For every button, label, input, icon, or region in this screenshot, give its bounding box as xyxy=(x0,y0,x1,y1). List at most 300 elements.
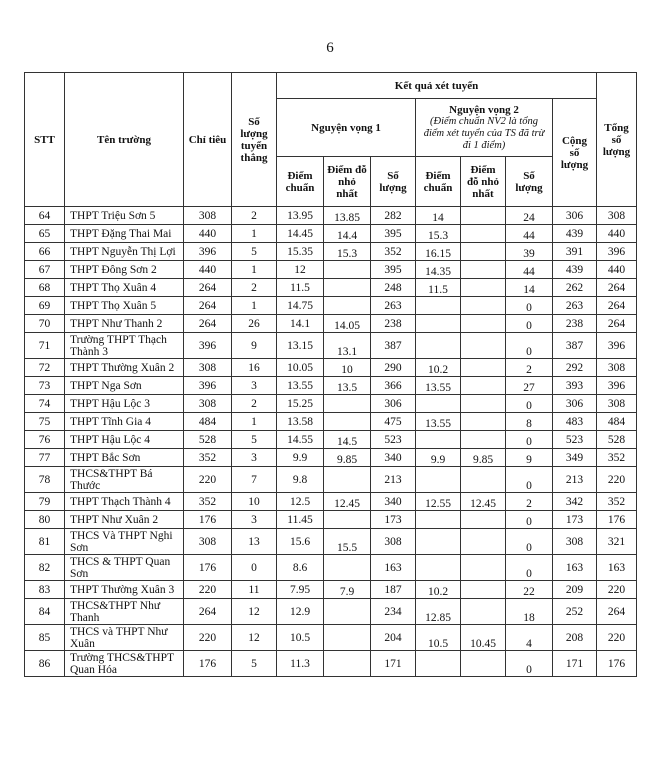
cell-nv2-min-score xyxy=(461,243,506,261)
cell-nv1-cutoff: 11.45 xyxy=(277,511,324,529)
cell-direct-admission: 1 xyxy=(232,297,277,315)
cell-nv1-cutoff: 13.55 xyxy=(277,377,324,395)
cell-direct-admission: 5 xyxy=(232,243,277,261)
cell-school-name: THPT Như Thanh 2 xyxy=(65,315,184,333)
cell-total: 264 xyxy=(597,599,637,625)
cell-nv2-cutoff xyxy=(416,395,461,413)
cell-quota: 396 xyxy=(184,243,232,261)
cell-nv1-count: 173 xyxy=(371,511,416,529)
cell-stt: 84 xyxy=(25,599,65,625)
cell-nv1-cutoff: 14.75 xyxy=(277,297,324,315)
cell-school-name: THPT Triệu Sơn 5 xyxy=(65,207,184,225)
cell-direct-admission: 0 xyxy=(232,555,277,581)
cell-nv1-cutoff: 11.3 xyxy=(277,651,324,677)
cell-nv2-count: 18 xyxy=(506,599,553,625)
header-nv2-note: (Điểm chuẩn NV2 là tổng điểm xét tuyển của TS đã trừ đi 1 điểm) xyxy=(423,115,545,151)
cell-nv1-cutoff: 9.8 xyxy=(277,467,324,493)
cell-quota: 176 xyxy=(184,555,232,581)
table-row xyxy=(25,431,637,449)
cell-nv1-cutoff: 15.25 xyxy=(277,395,324,413)
cell-stt: 83 xyxy=(25,581,65,599)
cell-nv2-count: 39 xyxy=(506,243,553,261)
cell-nv1-min-score: 13.5 xyxy=(324,377,371,395)
cell-nv2-cutoff: 12.85 xyxy=(416,599,461,625)
cell-total: 264 xyxy=(597,315,637,333)
cell-nv1-cutoff: 10.5 xyxy=(277,625,324,651)
cell-nv2-count: 0 xyxy=(506,511,553,529)
cell-nv1-count: 204 xyxy=(371,625,416,651)
cell-nv2-cutoff: 10.5 xyxy=(416,625,461,651)
cell-total: 264 xyxy=(597,297,637,315)
cell-nv2-cutoff xyxy=(416,529,461,555)
cell-nv2-cutoff: 15.3 xyxy=(416,225,461,243)
cell-total: 484 xyxy=(597,413,637,431)
cell-stt: 73 xyxy=(25,377,65,395)
cell-total: 440 xyxy=(597,225,637,243)
cell-nv2-min-score xyxy=(461,529,506,555)
cell-total: 352 xyxy=(597,449,637,467)
cell-sum: 393 xyxy=(553,377,597,395)
cell-nv1-count: 248 xyxy=(371,279,416,297)
header-nv2 xyxy=(416,99,553,157)
cell-quota: 396 xyxy=(184,333,232,359)
cell-stt: 69 xyxy=(25,297,65,315)
cell-sum: 308 xyxy=(553,529,597,555)
cell-direct-admission: 11 xyxy=(232,581,277,599)
cell-nv1-cutoff: 12.5 xyxy=(277,493,324,511)
cell-nv1-count: 282 xyxy=(371,207,416,225)
cell-stt: 76 xyxy=(25,431,65,449)
cell-direct-admission: 13 xyxy=(232,529,277,555)
cell-nv1-cutoff: 12 xyxy=(277,261,324,279)
cell-nv2-cutoff: 11.5 xyxy=(416,279,461,297)
header-nv1-cutoff: Điểm chuẩn xyxy=(277,157,324,207)
cell-nv1-min-score: 14.05 xyxy=(324,315,371,333)
table-row xyxy=(25,315,637,333)
cell-nv2-cutoff: 16.15 xyxy=(416,243,461,261)
cell-nv2-cutoff xyxy=(416,555,461,581)
table-row xyxy=(25,333,637,359)
cell-nv1-cutoff: 15.6 xyxy=(277,529,324,555)
table-row xyxy=(25,449,637,467)
cell-nv2-cutoff: 9.9 xyxy=(416,449,461,467)
cell-nv1-count: 340 xyxy=(371,449,416,467)
cell-quota: 176 xyxy=(184,511,232,529)
cell-total: 440 xyxy=(597,261,637,279)
cell-school-name: THPT Đặng Thai Mai xyxy=(65,225,184,243)
table-row xyxy=(25,625,637,651)
cell-stt: 67 xyxy=(25,261,65,279)
cell-nv1-cutoff: 13.15 xyxy=(277,333,324,359)
cell-nv2-min-score xyxy=(461,581,506,599)
header-nv1: Nguyện vọng 1 xyxy=(277,99,416,157)
cell-nv2-min-score: 10.45 xyxy=(461,625,506,651)
cell-school-name: THCS & THPT Quan Sơn xyxy=(65,555,184,581)
cell-nv1-min-score: 14.5 xyxy=(324,431,371,449)
cell-quota: 308 xyxy=(184,359,232,377)
cell-school-name: THPT Thạch Thành 4 xyxy=(65,493,184,511)
cell-nv2-min-score xyxy=(461,261,506,279)
cell-nv1-cutoff: 10.05 xyxy=(277,359,324,377)
cell-total: 220 xyxy=(597,467,637,493)
cell-nv1-cutoff: 8.6 xyxy=(277,555,324,581)
cell-stt: 74 xyxy=(25,395,65,413)
cell-direct-admission: 2 xyxy=(232,395,277,413)
cell-nv1-cutoff: 14.1 xyxy=(277,315,324,333)
cell-nv2-count: 2 xyxy=(506,359,553,377)
cell-nv2-min-score: 12.45 xyxy=(461,493,506,511)
table-row xyxy=(25,261,637,279)
cell-nv2-min-score xyxy=(461,207,506,225)
cell-direct-admission: 12 xyxy=(232,625,277,651)
cell-direct-admission: 3 xyxy=(232,377,277,395)
cell-nv1-count: 234 xyxy=(371,599,416,625)
cell-school-name: THPT Hậu Lộc 3 xyxy=(65,395,184,413)
table-row xyxy=(25,297,637,315)
table-header xyxy=(25,73,637,207)
cell-nv2-cutoff: 12.55 xyxy=(416,493,461,511)
cell-nv2-cutoff xyxy=(416,511,461,529)
cell-nv1-min-score: 15.5 xyxy=(324,529,371,555)
cell-nv2-count: 22 xyxy=(506,581,553,599)
cell-nv2-count: 44 xyxy=(506,225,553,243)
cell-school-name: THPT Thường Xuân 3 xyxy=(65,581,184,599)
cell-quota: 308 xyxy=(184,207,232,225)
cell-direct-admission: 16 xyxy=(232,359,277,377)
cell-nv1-count: 290 xyxy=(371,359,416,377)
cell-total: 308 xyxy=(597,359,637,377)
cell-nv1-min-score xyxy=(324,625,371,651)
cell-total: 396 xyxy=(597,333,637,359)
cell-school-name: THPT Đông Sơn 2 xyxy=(65,261,184,279)
cell-school-name: THCS&THPT Như Thanh xyxy=(65,599,184,625)
cell-sum: 349 xyxy=(553,449,597,467)
cell-direct-admission: 2 xyxy=(232,207,277,225)
cell-nv1-cutoff: 7.95 xyxy=(277,581,324,599)
cell-nv2-count: 44 xyxy=(506,261,553,279)
cell-nv1-min-score xyxy=(324,651,371,677)
cell-nv2-cutoff: 10.2 xyxy=(416,359,461,377)
cell-nv1-count: 263 xyxy=(371,297,416,315)
cell-quota: 396 xyxy=(184,377,232,395)
cell-school-name: THPT Nguyễn Thị Lợi xyxy=(65,243,184,261)
cell-nv2-cutoff: 13.55 xyxy=(416,377,461,395)
table-row xyxy=(25,529,637,555)
cell-nv1-min-score: 13.1 xyxy=(324,333,371,359)
cell-nv1-min-score xyxy=(324,599,371,625)
table-row xyxy=(25,395,637,413)
cell-nv2-count: 8 xyxy=(506,413,553,431)
cell-total: 308 xyxy=(597,395,637,413)
cell-direct-admission: 26 xyxy=(232,315,277,333)
cell-school-name: THPT Thọ Xuân 5 xyxy=(65,297,184,315)
cell-quota: 264 xyxy=(184,279,232,297)
cell-nv2-count: 24 xyxy=(506,207,553,225)
cell-quota: 308 xyxy=(184,395,232,413)
cell-direct-admission: 10 xyxy=(232,493,277,511)
cell-sum: 171 xyxy=(553,651,597,677)
cell-nv2-cutoff: 13.55 xyxy=(416,413,461,431)
cell-stt: 86 xyxy=(25,651,65,677)
header-nv1-count: Số lượng xyxy=(371,157,416,207)
cell-nv2-cutoff xyxy=(416,315,461,333)
cell-nv1-count: 171 xyxy=(371,651,416,677)
cell-nv2-cutoff xyxy=(416,333,461,359)
cell-nv1-cutoff: 14.55 xyxy=(277,431,324,449)
cell-stt: 65 xyxy=(25,225,65,243)
header-nv2-cutoff: Điểm chuẩn xyxy=(416,157,461,207)
cell-quota: 440 xyxy=(184,261,232,279)
cell-nv1-count: 238 xyxy=(371,315,416,333)
cell-quota: 220 xyxy=(184,625,232,651)
header-nv2-title: Nguyện vọng 2 xyxy=(449,103,519,116)
cell-nv1-count: 523 xyxy=(371,431,416,449)
cell-nv1-count: 352 xyxy=(371,243,416,261)
table-row xyxy=(25,279,637,297)
cell-nv2-min-score xyxy=(461,467,506,493)
cell-nv1-min-score xyxy=(324,261,371,279)
cell-nv1-min-score xyxy=(324,297,371,315)
cell-nv2-min-score xyxy=(461,555,506,581)
cell-nv1-min-score xyxy=(324,555,371,581)
table-row xyxy=(25,555,637,581)
cell-stt: 70 xyxy=(25,315,65,333)
cell-nv1-min-score: 7.9 xyxy=(324,581,371,599)
cell-total: 220 xyxy=(597,581,637,599)
table-row xyxy=(25,581,637,599)
cell-school-name: Trường THPT Thạch Thành 3 xyxy=(65,333,184,359)
table-row xyxy=(25,207,637,225)
cell-sum: 213 xyxy=(553,467,597,493)
cell-nv1-cutoff: 12.9 xyxy=(277,599,324,625)
cell-total: 176 xyxy=(597,511,637,529)
cell-stt: 85 xyxy=(25,625,65,651)
admission-results-table xyxy=(24,72,637,677)
cell-school-name: THPT Như Xuân 2 xyxy=(65,511,184,529)
cell-nv2-min-score xyxy=(461,413,506,431)
cell-nv2-min-score xyxy=(461,297,506,315)
cell-nv1-min-score xyxy=(324,413,371,431)
cell-sum: 262 xyxy=(553,279,597,297)
cell-sum: 439 xyxy=(553,261,597,279)
header-nv2-count: Số lượng xyxy=(506,157,553,207)
table-row xyxy=(25,359,637,377)
cell-nv1-count: 163 xyxy=(371,555,416,581)
table-row xyxy=(25,225,637,243)
cell-school-name: THPT Bắc Sơn xyxy=(65,449,184,467)
cell-stt: 79 xyxy=(25,493,65,511)
cell-direct-admission: 5 xyxy=(232,651,277,677)
cell-nv2-cutoff xyxy=(416,297,461,315)
cell-quota: 308 xyxy=(184,529,232,555)
header-sum: Cộng số lượng xyxy=(553,99,597,207)
cell-quota: 176 xyxy=(184,651,232,677)
cell-nv2-count: 0 xyxy=(506,315,553,333)
cell-stt: 82 xyxy=(25,555,65,581)
cell-quota: 264 xyxy=(184,599,232,625)
cell-nv1-cutoff: 9.9 xyxy=(277,449,324,467)
cell-nv2-cutoff: 10.2 xyxy=(416,581,461,599)
cell-direct-admission: 1 xyxy=(232,261,277,279)
header-results: Kết quả xét tuyển xyxy=(277,73,597,99)
cell-school-name: THPT Thường Xuân 2 xyxy=(65,359,184,377)
cell-direct-admission: 5 xyxy=(232,431,277,449)
cell-stt: 72 xyxy=(25,359,65,377)
cell-sum: 483 xyxy=(553,413,597,431)
cell-quota: 528 xyxy=(184,431,232,449)
cell-sum: 306 xyxy=(553,207,597,225)
cell-total: 396 xyxy=(597,377,637,395)
cell-sum: 391 xyxy=(553,243,597,261)
cell-nv1-min-score xyxy=(324,511,371,529)
table-row xyxy=(25,493,637,511)
cell-nv2-count: 0 xyxy=(506,529,553,555)
table-row xyxy=(25,599,637,625)
cell-nv2-count: 27 xyxy=(506,377,553,395)
cell-school-name: THCS và THPT Như Xuân xyxy=(65,625,184,651)
cell-stt: 80 xyxy=(25,511,65,529)
cell-sum: 173 xyxy=(553,511,597,529)
cell-sum: 163 xyxy=(553,555,597,581)
cell-nv1-min-score: 13.85 xyxy=(324,207,371,225)
cell-nv2-min-score: 9.85 xyxy=(461,449,506,467)
cell-nv2-count: 4 xyxy=(506,625,553,651)
cell-nv2-count: 14 xyxy=(506,279,553,297)
cell-sum: 342 xyxy=(553,493,597,511)
cell-school-name: THCS Và THPT Nghi Sơn xyxy=(65,529,184,555)
cell-nv1-min-score: 9.85 xyxy=(324,449,371,467)
cell-school-name: THCS&THPT Bá Thước xyxy=(65,467,184,493)
cell-nv2-min-score xyxy=(461,599,506,625)
cell-sum: 252 xyxy=(553,599,597,625)
cell-nv1-cutoff: 13.95 xyxy=(277,207,324,225)
cell-total: 176 xyxy=(597,651,637,677)
header-nv1-min-score: Điểm đỗ nhỏ nhất xyxy=(324,157,371,207)
cell-sum: 292 xyxy=(553,359,597,377)
table-row xyxy=(25,413,637,431)
cell-total: 396 xyxy=(597,243,637,261)
cell-nv1-count: 308 xyxy=(371,529,416,555)
cell-direct-admission: 1 xyxy=(232,225,277,243)
cell-total: 264 xyxy=(597,279,637,297)
cell-nv2-min-score xyxy=(461,225,506,243)
cell-nv2-cutoff: 14 xyxy=(416,207,461,225)
table-row xyxy=(25,511,637,529)
cell-direct-admission: 12 xyxy=(232,599,277,625)
cell-nv2-min-score xyxy=(461,395,506,413)
cell-quota: 220 xyxy=(184,467,232,493)
cell-direct-admission: 3 xyxy=(232,449,277,467)
cell-sum: 523 xyxy=(553,431,597,449)
cell-nv1-min-score: 12.45 xyxy=(324,493,371,511)
cell-quota: 484 xyxy=(184,413,232,431)
cell-nv2-min-score xyxy=(461,333,506,359)
cell-total: 220 xyxy=(597,625,637,651)
cell-nv2-count: 0 xyxy=(506,395,553,413)
cell-nv2-cutoff xyxy=(416,467,461,493)
cell-stt: 71 xyxy=(25,333,65,359)
cell-nv2-min-score xyxy=(461,651,506,677)
cell-nv1-cutoff: 11.5 xyxy=(277,279,324,297)
cell-nv1-min-score: 14.4 xyxy=(324,225,371,243)
cell-nv1-count: 366 xyxy=(371,377,416,395)
cell-school-name: THPT Thọ Xuân 4 xyxy=(65,279,184,297)
cell-total: 528 xyxy=(597,431,637,449)
cell-nv2-count: 2 xyxy=(506,493,553,511)
cell-nv2-count: 0 xyxy=(506,555,553,581)
cell-nv1-count: 475 xyxy=(371,413,416,431)
cell-nv1-min-score xyxy=(324,279,371,297)
cell-quota: 264 xyxy=(184,315,232,333)
cell-nv2-cutoff: 14.35 xyxy=(416,261,461,279)
cell-sum: 439 xyxy=(553,225,597,243)
table-row xyxy=(25,467,637,493)
cell-nv2-count: 0 xyxy=(506,297,553,315)
table-body xyxy=(25,207,637,677)
cell-nv2-min-score xyxy=(461,279,506,297)
cell-total: 308 xyxy=(597,207,637,225)
cell-nv1-min-score xyxy=(324,467,371,493)
cell-stt: 66 xyxy=(25,243,65,261)
cell-sum: 387 xyxy=(553,333,597,359)
cell-nv1-count: 187 xyxy=(371,581,416,599)
cell-nv1-cutoff: 15.35 xyxy=(277,243,324,261)
cell-quota: 264 xyxy=(184,297,232,315)
cell-quota: 352 xyxy=(184,493,232,511)
cell-nv2-min-score xyxy=(461,359,506,377)
cell-nv1-count: 395 xyxy=(371,225,416,243)
cell-nv1-min-score: 15.3 xyxy=(324,243,371,261)
cell-nv2-count: 0 xyxy=(506,333,553,359)
cell-nv2-min-score xyxy=(461,315,506,333)
cell-direct-admission: 2 xyxy=(232,279,277,297)
cell-direct-admission: 1 xyxy=(232,413,277,431)
header-nv2-min-score: Điểm đỗ nhỏ nhất xyxy=(461,157,506,207)
header-stt: STT xyxy=(25,73,65,207)
cell-nv2-count: 0 xyxy=(506,651,553,677)
cell-quota: 352 xyxy=(184,449,232,467)
cell-nv1-count: 395 xyxy=(371,261,416,279)
cell-quota: 220 xyxy=(184,581,232,599)
cell-school-name: Trường THCS&THPT Quan Hóa xyxy=(65,651,184,677)
cell-total: 163 xyxy=(597,555,637,581)
cell-nv1-count: 340 xyxy=(371,493,416,511)
cell-stt: 78 xyxy=(25,467,65,493)
cell-stt: 81 xyxy=(25,529,65,555)
cell-nv1-min-score: 10 xyxy=(324,359,371,377)
cell-school-name: THPT Hậu Lộc 4 xyxy=(65,431,184,449)
cell-school-name: THPT Tĩnh Gia 4 xyxy=(65,413,184,431)
cell-school-name: THPT Nga Sơn xyxy=(65,377,184,395)
cell-nv1-count: 387 xyxy=(371,333,416,359)
cell-stt: 75 xyxy=(25,413,65,431)
cell-nv1-cutoff: 14.45 xyxy=(277,225,324,243)
cell-nv1-min-score xyxy=(324,395,371,413)
cell-nv2-min-score xyxy=(461,431,506,449)
cell-nv2-cutoff xyxy=(416,651,461,677)
cell-sum: 208 xyxy=(553,625,597,651)
cell-nv2-min-score xyxy=(461,511,506,529)
cell-direct-admission: 3 xyxy=(232,511,277,529)
cell-nv2-cutoff xyxy=(416,431,461,449)
cell-direct-admission: 9 xyxy=(232,333,277,359)
cell-sum: 306 xyxy=(553,395,597,413)
cell-quota: 440 xyxy=(184,225,232,243)
cell-nv2-min-score xyxy=(461,377,506,395)
header-total: Tổng số lượng xyxy=(597,73,637,207)
cell-stt: 64 xyxy=(25,207,65,225)
cell-nv1-cutoff: 13.58 xyxy=(277,413,324,431)
